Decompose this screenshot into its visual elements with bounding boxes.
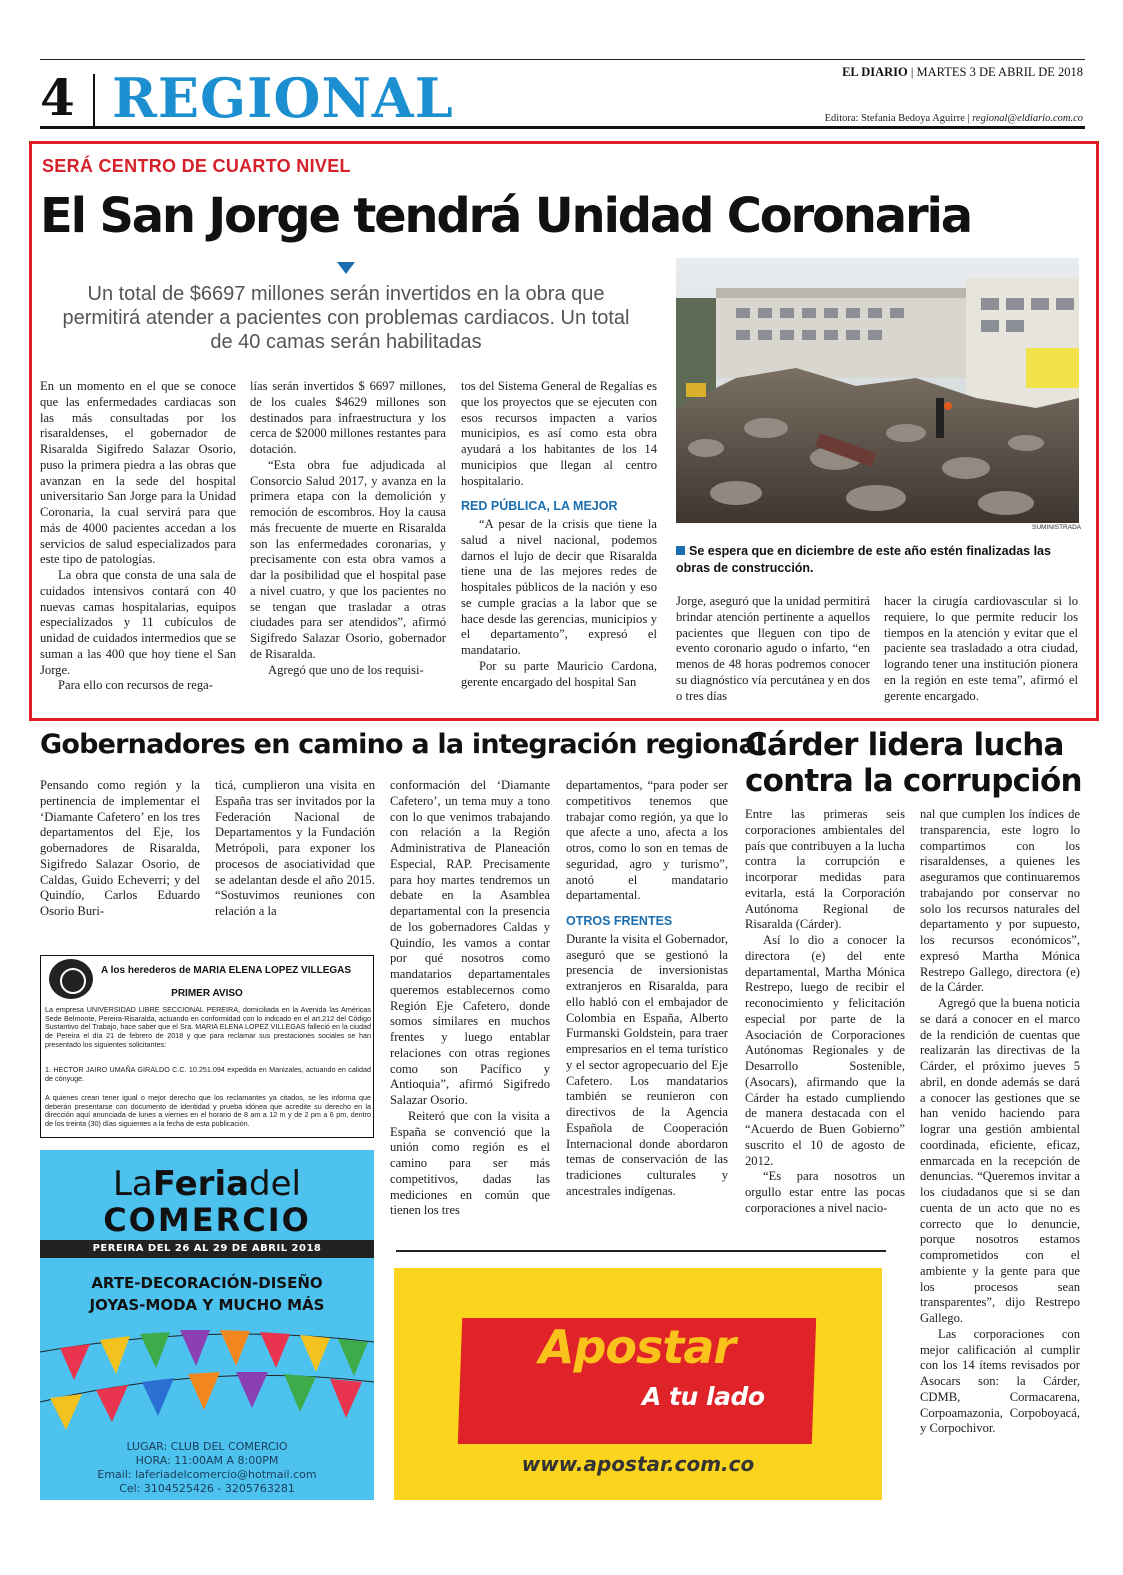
paragraph: En un momento en el que se conoce que las enfermedades cardiacas son las más consultadas por los risaraldenses, el gobernador de Risaralda Sigifredo Salazar Osorio, puso la primera piedra a las obras que avanzan en la sede del hospital universitario San Jorge para la Unidad Coronaria, la cual servirá para que más de 4000 pacientes accedan a los servicios de salud especializados para este tipo de patologías. xyxy=(40,379,236,567)
lead-column-2 xyxy=(250,379,446,678)
page-number: 4 xyxy=(40,68,75,127)
feria-dates: PEREIRA DEL 26 AL 29 DE ABRIL 2018 xyxy=(40,1240,374,1258)
issue-date: MARTES 3 DE ABRIL DE 2018 xyxy=(916,65,1083,79)
paragraph: Jorge, aseguró que la unidad permitirá brindar atención pertinente a aquellos pacientes que lleguen con tipo de evento coronario agudo o infarto, “en menos de 48 horas podremos conocer su diagnóstico vía percutánea y en dos o tres días xyxy=(676,594,870,703)
paragraph: Agregó que uno de los requisi- xyxy=(268,662,424,677)
paragraph: Así lo dio a conocer la directora (e) del ente departamental, Martha Mónica Restrepo, luego de recibir el reconocimiento y felicitación especial por parte de la Asociación de Corporaciones Autónomas Regionales y de Desarrollo Sostenible, (Asocars), afirmando que la Cárder ha estado cumpliendo de manera destacada con el “Acuerdo de Buen Gobierno” suscrito el 10 de agosto de 2012. xyxy=(745,933,905,1168)
paragraph: conformación del ‘Diamante Cafetero’, un tema muy a tono con lo que venimos trabajando con relación a la Región Administrativa de Planeación Especial, RAP. Precisamente para hoy martes tendremos un debate en la Asamblea departamental con la presencia de los gobernadores Caldas y Quindío, les vamos a contar por qué nosotros como mandatarios departamentales queremos establecernos como Región Eje Cafetero, donde somos similares en muchos frentes y luego entablar relaciones con otras regiones como son Pacífico y Antioquia”, afirmó Sigifredo Salazar Osorio. xyxy=(390,778,550,1107)
story3-column-2 xyxy=(920,807,1080,1437)
masthead-separator xyxy=(93,74,95,126)
paragraph: nal que cumplen los índices de transparencia, este logro lo compartimos con los risaraldenses, a quienes les aseguramos que continuaremos trabajando por conservar no solo los recursos naturales del departamento y por supuesto, los recursos económicos”, expresó Martha Mónica Restrepo Gallego, directora (e) de la Cárder. xyxy=(920,807,1080,995)
notice-body: La empresa UNIVERSIDAD LIBRE SECCIONAL PEREIRA, domiciliada en la Avenida las Américas Sede Belmonte, Pereira-Risaralda, actuando en conformidad con lo indicado en el art.212 del Código Sustantivo del Trabajo, hace saber que el Sra. MARIA ELENA LOPEZ VILLEGAS falleció en la ciudad de Pereira el día 21 de febrero de 2018 y que para reclamar sus prestaciones sociales se han presentado los siguientes solicitantes: xyxy=(45,1005,371,1049)
paragraph: tos del Sistema General de Regalías es que los proyectos que se ejecuten con esos recursos impacten a varios municipios, es así como esta obra ayudará a los habitantes de los 14 municipios que llegan al centro hospitalario. xyxy=(461,379,657,488)
story3-headline-line2: contra la corrupción xyxy=(745,763,1082,799)
apostar-tagline: A tu lado xyxy=(642,1382,765,1411)
notice-subtitle: PRIMER AVISO xyxy=(171,988,243,999)
paragraph: hacer la cirugía cardiovascular si lo requiere, lo que permite reducir los tiempos en la atención y evitar que el paciente sea trasladado a otra ciudad, logrando tener una institución pionera en la región en este tema”, afirmó el gerente encargado. xyxy=(884,594,1078,703)
deck-arrow-icon xyxy=(337,262,355,274)
feria-email: Email: laferiadelcomercio@hotmail.com xyxy=(97,1468,317,1481)
paragraph: Entre las primeras seis corporaciones ambientales del país que contribuyen a la lucha contra la corrupción e incorporar medidas para evitarla, está la Corporación Autónoma Regional de Risaralda (Cárder). xyxy=(745,807,905,932)
story2-headline: Gobernadores en camino a la integración regional xyxy=(40,729,765,760)
editor-email[interactable]: regional@eldiario.com.co xyxy=(972,113,1083,124)
feria-phones: Cel: 3104525426 - 3205763281 xyxy=(119,1482,295,1495)
feria-line1: ARTE-DECORACIÓN-DISEÑO xyxy=(91,1274,323,1292)
story2-column-4 xyxy=(566,778,728,1200)
notice-title: A los herederos de MARIA ELENA LOPEZ VILLEGAS xyxy=(101,965,352,976)
paragraph: Reiteró que con la visita a España se convenció que la unión como región es el camino para ser más competitivos, dadas las mediciones en común que tienen los tres xyxy=(390,1108,550,1218)
story3-headline xyxy=(745,727,1082,799)
feria-place: LUGAR: CLUB DEL COMERCIO xyxy=(126,1440,288,1453)
paragraph: Pensando como región y la pertinencia de implementar el ‘Diamante Cafetero’ en los tres departamentos del Eje, los gobernadores de Risaralda, Sigifredo Salazar Osorio, de Caldas, Guido Echeverri; y del Quindío, Carlos Eduardo Osorio Buri- xyxy=(40,778,200,918)
paragraph: Por su parte Mauricio Cardona, gerente encargado del hospital San xyxy=(461,658,657,689)
story2-column-3 xyxy=(390,778,550,1219)
lead-column-3 xyxy=(461,379,657,690)
apostar-logo: Apostar xyxy=(538,1320,736,1374)
story3-column-1 xyxy=(745,807,905,1217)
feria-comercio-word: COMERCIO xyxy=(103,1201,311,1239)
paragraph: Para ello con recursos de rega- xyxy=(58,678,213,693)
notice-footer: A quienes crean tener igual o mejor derecho que los reclamantes ya citados, se les informa que deberán presentarse con documento de identidad y prueba idónea que acredite su derecho en la dirección aquí anunciada de lunes a viernes en el horario de 8 am a 12 m y de 2 pm a 6 pm, dentro de los treinta (30) días siguientes a la fecha de esta publicación. xyxy=(45,1093,371,1129)
section-title: REGIONAL xyxy=(112,66,454,130)
editor-line: Editora: Stefania Bedoya Aguirre | regional@eldiario.com.co xyxy=(824,113,1083,124)
caption-square-icon xyxy=(676,546,685,555)
paragraph: departamentos, “para poder ser competitivos tenemos que trabajar como región, ya que lo que afecte a uno, afecta a los otros, como lo son en temas de seguridad, agro y turismo”, anotó el mandatario departamental. xyxy=(566,778,728,903)
story2-column-1 xyxy=(40,778,200,920)
editor-name: Editora: Stefania Bedoya Aguirre xyxy=(824,113,965,124)
paragraph: lías serán invertidos $ 6697 millones, de los cuales $4629 millones son destinados para infraestructura y los cerca de $2000 millones restantes para dotación. xyxy=(250,379,446,456)
feria-word-feria: Feria xyxy=(152,1164,250,1204)
caption-text: Se espera que en diciembre de este año estén finalizadas las obras de construcción. xyxy=(676,544,1051,575)
paragraph: ticá, cumplieron una visita en España tras ser invitados por la Federación Nacional de Departamentos y la Fundación Metrópoli, para exponer los procesos de asociatividad que se adelantan desde el año 2015. “Sostuvimos reuniones con relación a la xyxy=(215,778,375,918)
paragraph: “Es para nosotros un orgullo estar entre las pocas corporaciones a nivel nacio- xyxy=(745,1169,905,1215)
lead-kicker: SERÁ CENTRO DE CUARTO NIVEL xyxy=(42,156,351,176)
lead-headline: El San Jorge tendrá Unidad Coronaria xyxy=(40,188,971,244)
paper-name: EL DIARIO xyxy=(842,65,908,79)
lead-deck: Un total de $6697 millones serán invertidos en la obra que permitirá atender a pacientes con problemas cardiacos. Un total de 40 camas serán habilitadas xyxy=(62,283,630,353)
notice-claimant: 1. HECTOR JAIRO UMAÑA GIRALDO C.C. 10.251.094 expedida en Manizales, actuando en calidad de cónyuge. xyxy=(45,1065,371,1083)
photo-credit: SUMINISTRADA xyxy=(1032,524,1082,531)
apostar-ad[interactable] xyxy=(394,1268,882,1500)
feria-title xyxy=(40,1164,374,1204)
lead-column-4 xyxy=(676,594,870,704)
paragraph: La obra que consta de una sala de cuidados intensivos contará con 40 nuevas camas hospitalarias, equipos especializados y 11 cubículos de unidad de cuidados intermedios que se suman a las 400 que hoy tiene el San Jorge. xyxy=(40,568,236,677)
paragraph: “A pesar de la crisis que tiene la salud a nivel nacional, podemos darnos el lujo de decir que Risaralda tiene una de las mejores redes de hospitales públicos de la nación y eso se cumple gracias a la labor que se hace desde las gerencias, municipios y el departamento”, expresó el mandatario. xyxy=(461,517,657,657)
photo-caption xyxy=(676,543,1079,577)
legal-notice xyxy=(40,955,374,1138)
paragraph: Agregó que la buena noticia se dará a conocer en el marco de la rendición de cuentas que realizarán las directivas de la Cárder, el próximo jueves 5 abril, en donde además se dará a conocer las gestiones que se han venido haciendo para lograr una gestión ambiental coordinada, eficiente, eficaz, enmarcada en la recepción de denuncias. “Queremos invitar a los ciudadanos que si se dan cuenta de un acto que no es correcto que lo denuncie, porque nosotros estamos comprometidos con el ambiente y la gente para que los procesos sean transparentes”, dijo Restrepo Gallego. xyxy=(920,996,1080,1325)
paragraph: Durante la visita el Gobernador, aseguró que se gestionó la presencia de inversionistas extranjeros en Risaralda, para ello habló con el embajador de Colombia en España, Alberto Furmanski Goldstein, para traer empresarios en el tema turístico y el sector agropecuario del Eje Cafetero. Los mandatarios también se reunieron con directivos de la Agencia Española de Cooperación Internacional donde abordaron temas de conservación de las tradiciones culturales y ancestrales indígenas. xyxy=(566,931,728,1198)
apostar-url[interactable]: www.apostar.com.co xyxy=(521,1452,755,1476)
feria-word-la: La xyxy=(112,1164,153,1204)
feria-hours: HORA: 11:00AM A 8:00PM xyxy=(135,1454,279,1467)
masthead-rule xyxy=(40,126,1085,129)
feria-word-del: del xyxy=(249,1164,301,1204)
ad-divider xyxy=(396,1250,886,1252)
subhead: OTROS FRENTES xyxy=(566,914,673,928)
dateline: EL DIARIO | MARTES 3 DE ABRIL DE 2018 xyxy=(842,65,1083,79)
photo-illustration xyxy=(676,258,1079,523)
bunting-flags-icon xyxy=(40,1322,374,1432)
story2-column-2 xyxy=(215,778,375,920)
feria-comercio-ad[interactable] xyxy=(40,1150,374,1500)
paragraph: “Esta obra fue adjudicada al Consorcio Salud 2017, y avanza en la primera etapa con la demolición y remoción de escombros. Hoy la causa más frecuente de muerte en Risaralda son las enfermedades coronarias, y precisamente con esta obra vamos a dar la posibilidad que el hospital pase a nivel cuatro, y que los pacientes no se tengan que trasladar a otras ciudades para ser atendidos”, afirmó Sigifredo Salazar Osorio, gobernador de Risaralda. xyxy=(250,457,446,661)
lead-column-5 xyxy=(884,594,1078,704)
lead-column-1 xyxy=(40,379,236,694)
feria-line2: JOYAS-MODA Y MUCHO MÁS xyxy=(89,1296,325,1314)
story3-headline-line1: Cárder lidera lucha xyxy=(745,727,1064,763)
subhead: RED PÚBLICA, LA MEJOR xyxy=(461,499,618,514)
paragraph: Las corporaciones con mejor calificación al cumplir con los 14 ítems revisados por Asocars son: la Cárder, CDMB, Cormacarena, Corpoamazonia, Corpoboyacá, y Corpochivor. xyxy=(920,1326,1080,1436)
demolition-photo xyxy=(676,258,1079,523)
top-rule xyxy=(40,59,1085,60)
